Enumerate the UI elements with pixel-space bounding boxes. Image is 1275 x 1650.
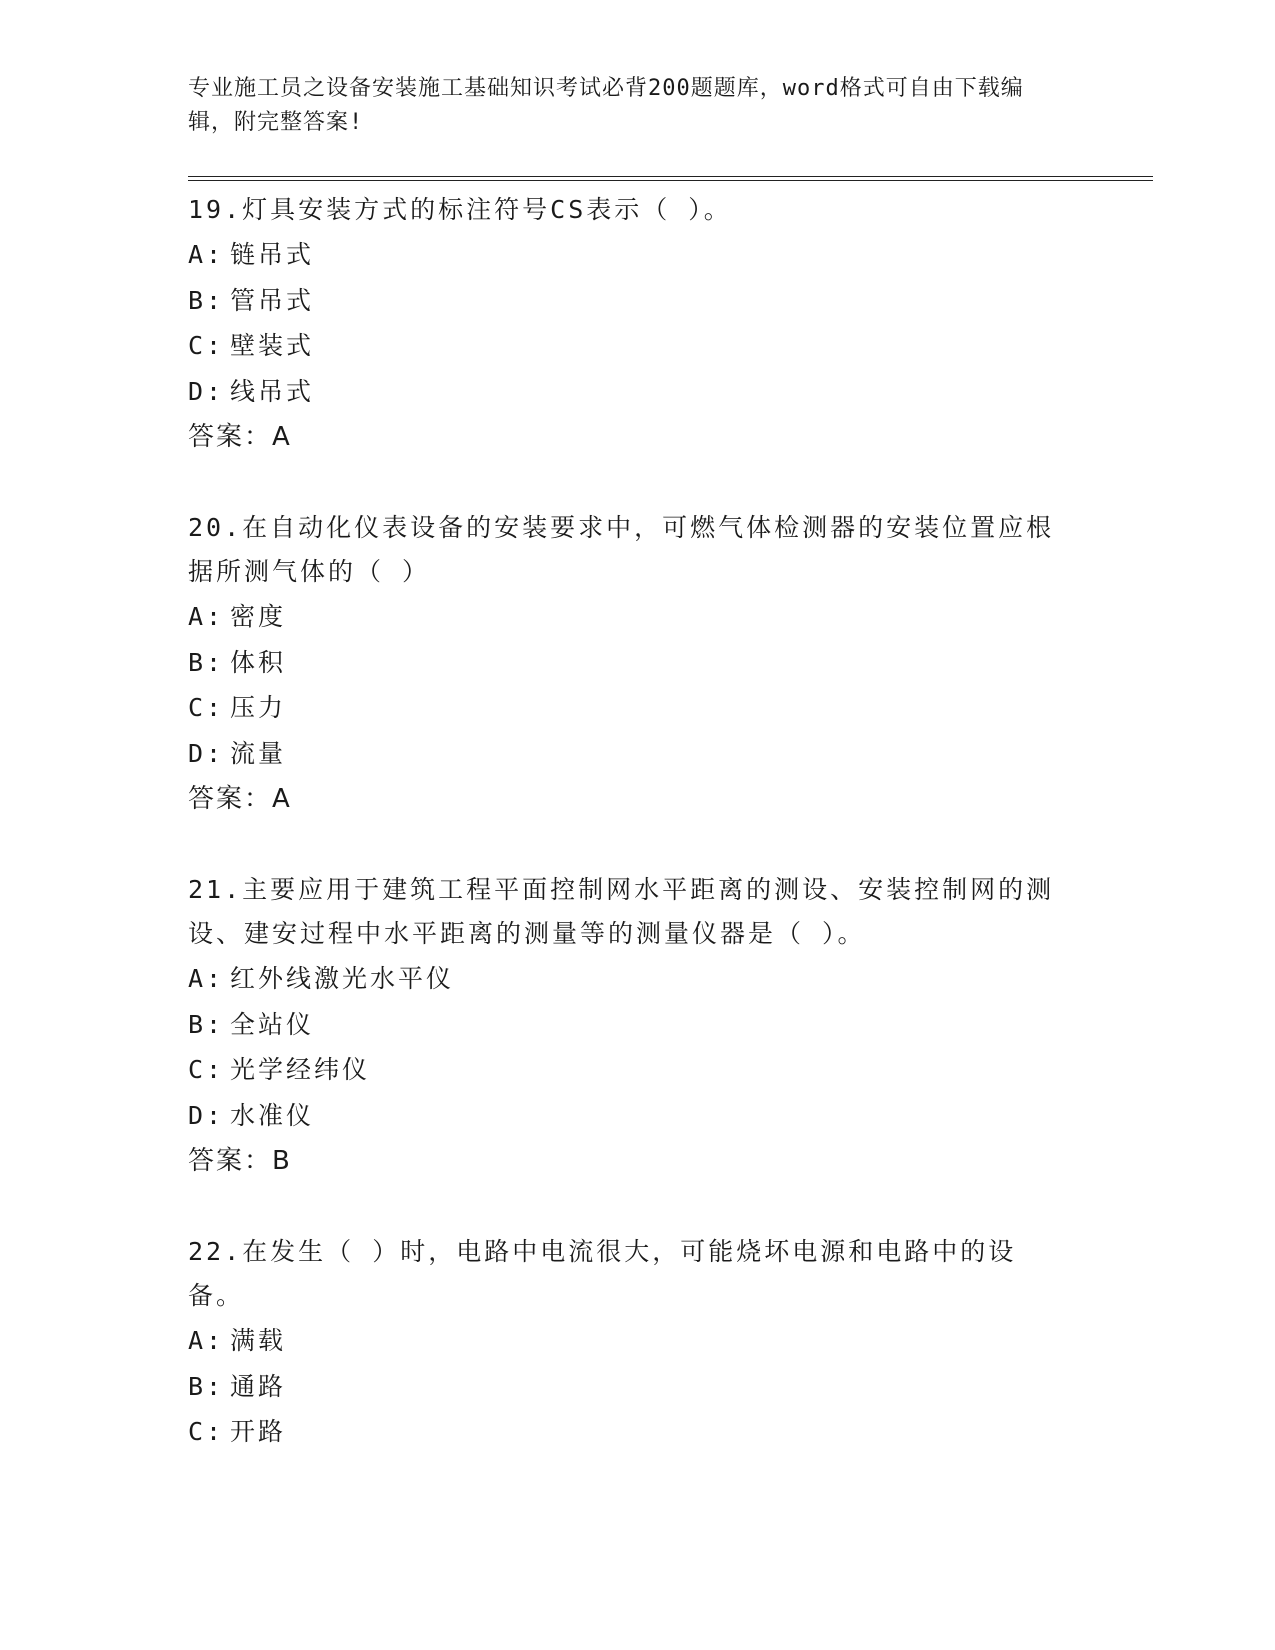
option-c [188, 323, 1068, 369]
document-header: 专业施工员之设备安装施工基础知识考试必背200题题库，word格式可自由下载编辑，附完整答案! [188, 76, 1024, 135]
option-text: 链吊式 [230, 240, 315, 269]
option-b [188, 640, 1068, 686]
option-a [188, 956, 1068, 1002]
option-letter: C: [188, 1417, 225, 1446]
option-b [188, 1364, 1068, 1410]
answer-line: 答案：B [188, 1146, 292, 1176]
question-list [188, 188, 1068, 1501]
option-text: 流量 [230, 738, 287, 768]
option-text: 线吊式 [230, 376, 315, 406]
option-text: 压力 [230, 693, 287, 722]
option-c [188, 1409, 1068, 1455]
option-d [188, 731, 1068, 777]
option-letter: C: [188, 1055, 225, 1084]
option-letter: D: [188, 738, 225, 768]
option-text: 水准仪 [230, 1100, 315, 1130]
option-b [188, 278, 1068, 324]
option-letter: D: [188, 1100, 225, 1130]
option-a [188, 594, 1068, 640]
option-text: 红外线激光水平仪 [230, 964, 455, 993]
option-letter: A: [188, 964, 225, 993]
question-item [188, 506, 1068, 822]
option-text: 密度 [230, 602, 287, 631]
option-text: 满载 [230, 1326, 287, 1355]
question-stem: 22.在发生（ ）时，电路中电流很大，可能烧坏电源和电路中的设备。 [188, 1237, 1017, 1310]
option-letter: B: [188, 285, 225, 315]
option-text: 管吊式 [230, 285, 315, 315]
option-c [188, 1047, 1068, 1093]
option-letter: C: [188, 693, 225, 722]
option-letter: A: [188, 1326, 225, 1355]
answer-line: 答案：A [188, 784, 292, 814]
option-letter: C: [188, 331, 225, 360]
option-text: 通路 [230, 1371, 287, 1401]
option-letter: B: [188, 647, 225, 677]
option-text: 体积 [230, 647, 287, 677]
question-stem: 19.灯具安装方式的标注符号CS表示（ ）。 [188, 195, 732, 224]
option-letter: A: [188, 240, 225, 269]
option-letter: D: [188, 376, 225, 406]
option-c [188, 685, 1068, 731]
option-d [188, 369, 1068, 415]
option-letter: B: [188, 1371, 225, 1401]
option-b [188, 1002, 1068, 1048]
option-d [188, 1093, 1068, 1139]
option-text: 壁装式 [230, 331, 315, 360]
question-item [188, 188, 1068, 460]
question-item [188, 1230, 1068, 1455]
header-divider [188, 176, 1153, 181]
option-a [188, 1318, 1068, 1364]
answer-line: 答案：A [188, 422, 292, 452]
question-item [188, 868, 1068, 1184]
option-text: 全站仪 [230, 1009, 315, 1039]
question-stem: 20.在自动化仪表设备的安装要求中，可燃气体检测器的安装位置应根据所测气体的（ ） [188, 513, 1055, 586]
option-letter: A: [188, 602, 225, 631]
question-stem: 21.主要应用于建筑工程平面控制网水平距离的测设、安装控制网的测设、建安过程中水平距离的测量等的测量仪器是（ ）。 [188, 875, 1055, 948]
option-text: 开路 [230, 1417, 287, 1446]
option-a [188, 232, 1068, 278]
option-letter: B: [188, 1009, 225, 1039]
option-text: 光学经纬仪 [230, 1055, 371, 1084]
